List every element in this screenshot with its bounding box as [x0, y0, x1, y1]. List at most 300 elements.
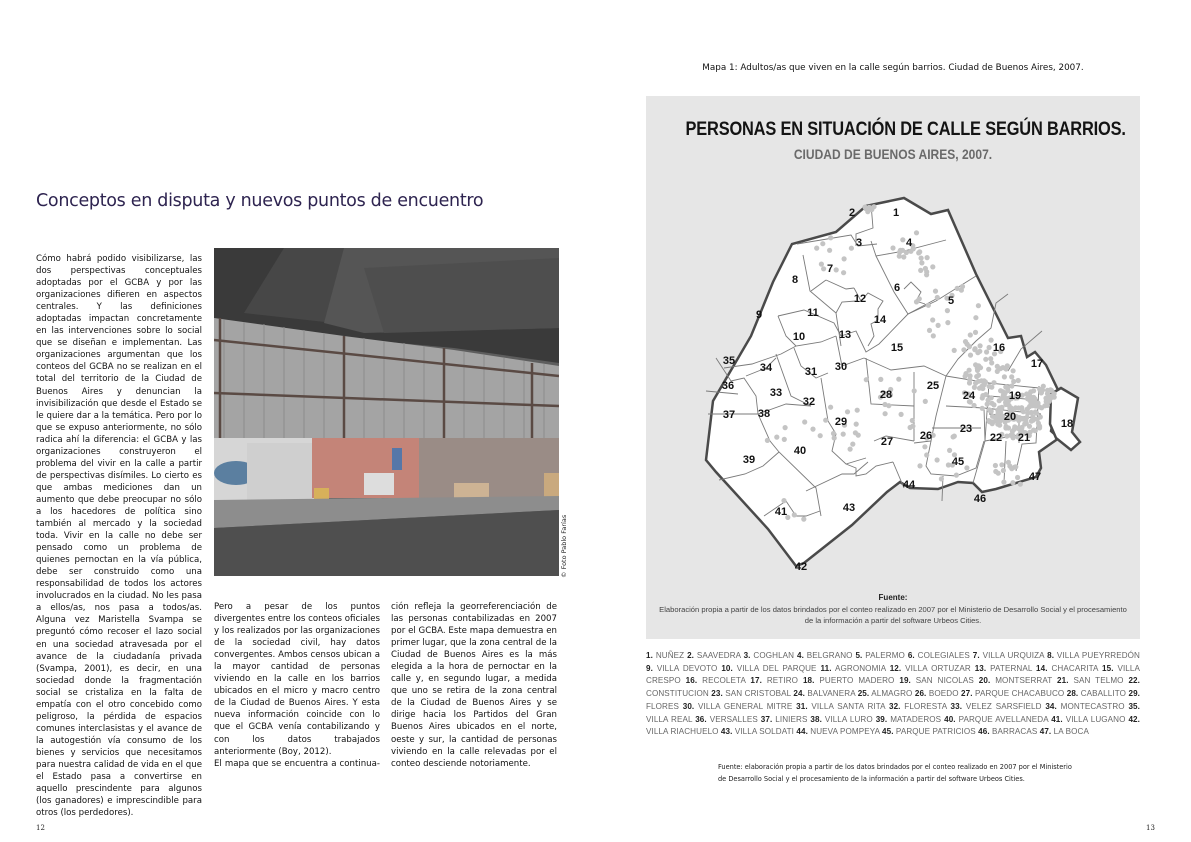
population-dot	[1039, 390, 1044, 395]
legend-item	[796, 702, 889, 711]
legend-number: 36.	[695, 714, 707, 724]
population-dot	[850, 442, 855, 447]
barrio-label: 30	[834, 361, 848, 373]
legend-name: BARRACAS	[989, 727, 1040, 737]
population-dot	[991, 380, 996, 385]
barrio-label: 3	[855, 237, 863, 249]
population-dot	[1001, 480, 1006, 485]
population-dot	[952, 348, 957, 353]
legend-name: RETIRO	[761, 676, 803, 686]
photo-illustration	[214, 248, 559, 576]
population-dot	[1018, 482, 1023, 487]
legend-item	[1051, 715, 1128, 724]
legend-name: PARQUE PATRICIOS	[893, 727, 979, 737]
legend-number: 7.	[972, 651, 980, 660]
barrio-label: 10	[792, 331, 806, 343]
legend-item	[855, 651, 907, 660]
barrio-label: 29	[834, 416, 848, 428]
legend-number: 35.	[1128, 701, 1140, 711]
legend-item	[1057, 676, 1128, 685]
legend-number: 13.	[974, 663, 987, 673]
legend-number: 9.	[646, 663, 653, 673]
legend-number: 33.	[950, 701, 963, 711]
barrio-label: 11	[807, 307, 819, 319]
population-dot	[976, 303, 981, 308]
population-dot	[820, 241, 825, 246]
legend-name: SAN TELMO	[1068, 676, 1129, 686]
legend-item	[889, 702, 951, 711]
legend-item	[975, 664, 1036, 673]
body-column-3	[391, 601, 557, 770]
population-dot	[1011, 368, 1016, 373]
legend-number: 15.	[1102, 663, 1114, 673]
legend-number: 42.	[1128, 714, 1140, 724]
source-note-line-1: Fuente: elaboración propia a partir de los datos brindados por el conteo realizado en 2007 por el Ministerio	[718, 763, 1072, 771]
population-dot	[961, 347, 966, 352]
legend-item	[978, 727, 1040, 736]
legend-number: 4.	[796, 651, 804, 660]
legend-name: VILLA DEVOTO	[652, 663, 722, 673]
legend-number: 2.	[687, 651, 695, 660]
population-dot	[964, 465, 969, 470]
population-dot	[828, 405, 833, 410]
population-dot	[980, 395, 985, 400]
legend-name: RECOLETA	[697, 676, 751, 686]
legend-item	[646, 664, 721, 673]
barrio-label: 16	[992, 342, 1006, 354]
population-dot	[1047, 398, 1052, 403]
barrio-label: 23	[959, 423, 973, 435]
population-dot	[924, 269, 929, 274]
barrio-label: 18	[1060, 418, 1074, 430]
legend-item	[899, 676, 978, 685]
population-dot	[899, 412, 904, 417]
barrio-legend	[646, 650, 1140, 739]
barrio-label: 28	[879, 389, 893, 401]
population-dot	[1002, 374, 1007, 379]
legend-item	[711, 689, 793, 698]
population-dot	[801, 517, 806, 522]
legend-number: 3.	[743, 651, 751, 660]
population-dot	[983, 357, 988, 362]
legend-name: ALMAGRO	[869, 689, 915, 699]
population-dot	[968, 332, 973, 337]
population-dot	[989, 401, 994, 406]
population-dot	[997, 423, 1002, 428]
legend-number: 34.	[1045, 701, 1057, 711]
population-dot	[998, 366, 1003, 371]
legend-number: 16.	[685, 676, 698, 686]
legend-name: VILLA SOLDATI	[732, 727, 797, 737]
legend-item	[687, 651, 744, 660]
legend-item	[820, 664, 889, 673]
legend-number: 21.	[1057, 676, 1069, 686]
barrio-label: 27	[880, 436, 894, 448]
legend-number: 14.	[1036, 663, 1048, 673]
population-dot	[988, 356, 993, 361]
population-dot	[774, 435, 779, 440]
legend-number: 12.	[889, 663, 902, 673]
barrio-label: 41	[774, 506, 788, 518]
population-dot	[1009, 466, 1014, 471]
legend-name: VILLA REAL	[646, 714, 696, 724]
population-dot	[1023, 418, 1028, 423]
legend-number: 39.	[875, 714, 888, 724]
legend-name: VERSALLES	[706, 714, 761, 724]
barrio-label: 19	[1008, 390, 1022, 402]
population-dot	[792, 512, 797, 517]
population-dot	[945, 308, 950, 313]
population-dot	[967, 344, 972, 349]
legend-item	[721, 727, 796, 736]
legend-name: NUÑEZ	[652, 651, 688, 660]
population-dot	[912, 388, 917, 393]
barrio-label: 24	[962, 390, 976, 402]
population-dot	[998, 388, 1003, 393]
legend-name: VILLA CRESPO	[646, 663, 1140, 686]
legend-item	[803, 676, 899, 685]
population-dot	[845, 409, 850, 414]
legend-name: PARQUE AVELLANEDA	[955, 714, 1052, 724]
population-dot	[848, 447, 853, 452]
legend-name: PALERMO	[862, 651, 908, 660]
population-dot	[963, 374, 968, 379]
legend-item	[951, 702, 1046, 711]
population-dot	[984, 349, 989, 354]
population-dot	[993, 418, 998, 423]
legend-item	[973, 651, 1047, 660]
legend-name: SAN CRISTOBAL	[722, 689, 794, 699]
legend-number: 10.	[721, 663, 733, 673]
barrio-label: 39	[742, 454, 756, 466]
barrio-label: 13	[838, 329, 852, 341]
population-dot	[945, 320, 950, 325]
legend-name: MONTSERRAT	[990, 676, 1058, 686]
legend-number: 11.	[820, 663, 832, 673]
population-dot	[985, 402, 990, 407]
legend-name: MATADEROS	[887, 714, 945, 724]
legend-item	[858, 689, 915, 698]
legend-item	[1047, 651, 1140, 660]
population-dot	[926, 303, 931, 308]
legend-item	[1067, 689, 1129, 698]
legend-number: 38.	[810, 714, 822, 724]
population-dot	[967, 380, 972, 385]
population-dot	[914, 230, 919, 235]
barrio-label: 45	[951, 456, 965, 468]
population-dot	[968, 373, 973, 378]
map-title: PERSONAS EN SITUACIÓN DE CALLE SEGÚN BARRIOS.	[685, 118, 1126, 140]
population-dot	[959, 288, 964, 293]
population-dot	[841, 270, 846, 275]
population-dot	[967, 368, 972, 373]
legend-number: 43.	[720, 727, 733, 737]
population-dot	[972, 403, 977, 408]
population-dot	[878, 377, 883, 382]
population-dot	[1011, 379, 1016, 384]
legend-number: 44.	[796, 727, 808, 737]
population-dot	[1045, 388, 1050, 393]
population-dot	[978, 343, 983, 348]
legend-number: 22.	[1128, 676, 1141, 686]
map-source-label: Fuente:	[878, 593, 908, 602]
population-dot	[951, 434, 956, 439]
barrio-label: 15	[890, 342, 904, 354]
legend-number: 26.	[914, 689, 927, 699]
population-dot	[781, 498, 786, 503]
legend-number: 8.	[1047, 651, 1055, 660]
legend-number: 46.	[978, 727, 990, 737]
barrio-label: 40	[793, 445, 807, 457]
barrio-label: 2	[848, 207, 856, 219]
population-dot	[924, 452, 929, 457]
population-dot	[1016, 378, 1021, 383]
population-dot	[810, 427, 815, 432]
map-caption: Mapa 1: Adultos/as que viven en la calle según barrios. Ciudad de Buenos Aires, 2007.	[702, 63, 1084, 73]
legend-number: 17.	[750, 676, 762, 686]
population-dot	[1011, 435, 1016, 440]
legend-number: 1.	[646, 651, 653, 660]
legend-name: LINIERS	[772, 714, 811, 724]
population-dot	[1012, 427, 1017, 432]
source-note	[718, 761, 1078, 785]
barrio-label: 46	[973, 493, 987, 505]
population-dot	[986, 418, 991, 423]
legend-name: VILLA URQUIZA	[979, 651, 1048, 660]
population-dot	[1001, 393, 1006, 398]
legend-name: AGRONOMIA	[831, 663, 890, 673]
legend-number: 25.	[857, 689, 870, 699]
legend-item	[721, 664, 820, 673]
population-dot	[853, 430, 858, 435]
legend-item	[761, 715, 811, 724]
population-dot	[819, 262, 824, 267]
population-dot	[783, 425, 788, 430]
population-dot	[997, 398, 1002, 403]
paragraph: El mapa que se encuentra a continua-	[214, 758, 380, 769]
population-dot	[849, 246, 854, 251]
barrio-label: 37	[722, 409, 736, 421]
population-dot	[995, 413, 1000, 418]
barrio-label: 20	[1003, 411, 1017, 423]
population-dot	[862, 205, 867, 210]
legend-name: PATERNAL	[986, 663, 1037, 673]
population-dot	[963, 339, 968, 344]
legend-number: 19.	[899, 676, 911, 686]
population-dot	[1003, 384, 1008, 389]
barrio-label: 21	[1017, 432, 1031, 444]
population-dot	[1033, 409, 1038, 414]
population-dot	[973, 330, 978, 335]
legend-name: VILLA RIACHUELO	[646, 727, 721, 737]
legend-item	[890, 664, 975, 673]
population-dot	[947, 448, 952, 453]
legend-item	[686, 676, 751, 685]
legend-name: VILLA LURO	[821, 714, 876, 724]
barrio-label: 5	[947, 295, 955, 307]
legend-name: BELGRANO	[803, 651, 856, 660]
population-dot	[999, 405, 1004, 410]
buenos-aires-map	[646, 96, 1140, 639]
population-dot	[993, 463, 998, 468]
population-dot	[883, 411, 888, 416]
population-dot	[855, 408, 860, 413]
legend-name: BOEDO	[926, 689, 962, 699]
legend-number: 18.	[802, 676, 815, 686]
legend-number: 6.	[907, 651, 915, 660]
population-dot	[923, 399, 928, 404]
population-dot	[990, 414, 995, 419]
population-dot	[987, 407, 992, 412]
population-dot	[832, 435, 837, 440]
legend-name: SAN NICOLAS	[910, 676, 979, 686]
population-dot	[818, 433, 823, 438]
population-dot	[933, 289, 938, 294]
legend-number: 41.	[1051, 714, 1063, 724]
section-title: Conceptos en disputa y nuevos puntos de encuentro	[36, 191, 484, 211]
legend-item	[646, 651, 687, 660]
population-dot	[1021, 409, 1026, 414]
legend-number: 5.	[855, 651, 863, 660]
legend-item	[797, 651, 855, 660]
map-subtitle: CIUDAD DE BUENOS AIRES, 2007.	[793, 146, 993, 162]
population-dot	[864, 377, 869, 382]
legend-number: 37.	[760, 714, 773, 724]
barrio-label: 26	[919, 430, 933, 442]
legend-number: 29.	[1128, 689, 1141, 699]
population-dot	[986, 367, 991, 372]
population-dot	[823, 418, 828, 423]
population-dot	[935, 457, 940, 462]
paragraph: ción refleja la georreferenciación de las personas contabilizadas en 2007 por el GCBA. Este mapa demuestra en primer lugar, que la zona central de la Ciudad de Buenos Aires es la más elegida a la hora de pernoctar en la calle y, en segundo lugar, a medida que uno se retira de la zona central de la Ciudad de Buenos Aires y se dirige hacia los Partidos del Gran Buenos Aires ubicados en el norte, oeste y sur, la cantidad de personas viviendo en la calle relevadas por el conteo desciende notoriamente.	[391, 602, 557, 769]
population-dot	[890, 245, 895, 250]
legend-name: FLORES	[646, 701, 683, 711]
legend-item	[744, 651, 797, 660]
barrio-label: 9	[755, 309, 763, 321]
population-dot	[1008, 405, 1013, 410]
legend-number: 45.	[882, 727, 894, 737]
barrio-label: 17	[1030, 358, 1044, 370]
legend-number: 47.	[1039, 727, 1052, 737]
population-dot	[882, 402, 887, 407]
map-source-text: Elaboración propia a partir de los datos brindados por el conteo realizado en 2007 por el Ministerio de Desarrollo Social y el procesamiento de la información a partir del software Urbeos Cities.	[659, 605, 1127, 625]
barrio-label: 31	[804, 366, 818, 378]
barrio-label: 7	[826, 263, 834, 275]
population-dot	[976, 373, 981, 378]
legend-number: 20.	[978, 676, 991, 686]
population-dot	[1010, 480, 1015, 485]
legend-name: COLEGIALES	[914, 651, 973, 660]
population-dot	[1004, 366, 1009, 371]
population-dot	[979, 378, 984, 383]
legend-number: 23.	[711, 689, 723, 699]
legend-number: 27.	[961, 689, 973, 699]
population-dot	[900, 237, 905, 242]
population-dot	[814, 246, 819, 251]
source-note-line-2: de Desarrollo Social y el procesamiento de la información a partir del software Urbeos Cities.	[718, 775, 1025, 783]
photo-people-under-highway	[214, 248, 559, 576]
population-dot	[987, 345, 992, 350]
population-dot	[939, 476, 944, 481]
population-dot	[919, 256, 924, 261]
population-dot	[782, 437, 787, 442]
barrio-label: 32	[802, 396, 816, 408]
population-dot	[821, 266, 826, 271]
legend-name: PUERTO MADERO	[814, 676, 900, 686]
legend-item	[1036, 664, 1102, 673]
population-dot	[917, 249, 922, 254]
legend-name: VILLA PUEYRREDÓN	[1054, 651, 1141, 660]
legend-item	[1045, 702, 1128, 711]
legend-name: VILLA GENERAL MITRE	[694, 701, 797, 711]
legend-number: 30.	[682, 701, 695, 711]
page-number-right: 13	[1146, 824, 1155, 832]
legend-item	[915, 689, 961, 698]
population-dot	[918, 268, 923, 273]
population-dot	[973, 315, 978, 320]
population-dot	[930, 264, 935, 269]
population-dot	[1045, 403, 1050, 408]
paragraph: Pero a pesar de los puntos divergentes entre los conteos oficiales y los realizados por las organizaciones de la sociedad civil, hay datos convergentes. Ambos censos ubican a la mayor cantidad de personas viviendo en la calle en los barrios ubicados en el micro y macro centro de la Ciudad de Buenos Aires. Y esta nueva información coincide con lo que el GCBA venía contabilizando y con los datos trabajados anteriormente (Boy, 2012).	[214, 602, 380, 757]
population-dot	[1027, 424, 1032, 429]
legend-item	[944, 715, 1051, 724]
map-figure	[646, 96, 1140, 639]
population-dot	[1003, 425, 1008, 430]
population-dot	[1033, 428, 1038, 433]
population-dot	[1030, 417, 1035, 422]
population-dot	[989, 395, 994, 400]
legend-number: 32.	[888, 701, 901, 711]
barrio-label: 4	[905, 237, 913, 249]
population-dot	[979, 384, 984, 389]
legend-name: VILLA DEL PARQUE	[732, 663, 821, 673]
population-dot	[897, 254, 902, 259]
population-dot	[865, 209, 870, 214]
legend-item	[979, 676, 1057, 685]
population-dot	[968, 353, 973, 358]
barrio-label: 22	[989, 432, 1003, 444]
population-dot	[908, 425, 913, 430]
legend-item	[961, 689, 1067, 698]
barrio-label: 25	[926, 380, 940, 392]
barrio-label: 47	[1028, 471, 1042, 483]
barrio-label: 12	[853, 293, 867, 305]
population-dot	[936, 323, 941, 328]
legend-name: BALVANERA	[804, 689, 858, 699]
legend-number: 40.	[944, 714, 956, 724]
legend-name: MONTECASTRO	[1056, 701, 1129, 711]
legend-item	[882, 727, 978, 736]
population-dot	[999, 462, 1004, 467]
population-dot	[1009, 374, 1014, 379]
population-dot	[917, 463, 922, 468]
legend-item	[908, 651, 973, 660]
photo-credit: © Foto Pablo Farías	[560, 514, 568, 578]
body-column-1	[36, 253, 202, 819]
body-column-2	[214, 601, 380, 770]
legend-name: LA BOCA	[1051, 727, 1089, 737]
population-dot	[927, 328, 932, 333]
population-dot	[834, 267, 839, 272]
barrio-label: 43	[842, 502, 856, 514]
legend-name: SAAVEDRA	[694, 651, 744, 660]
population-dot	[842, 256, 847, 261]
city-outline	[706, 198, 1059, 566]
legend-item	[695, 715, 761, 724]
barrio-label: 33	[769, 387, 783, 399]
legend-item	[750, 676, 803, 685]
population-dot	[765, 438, 770, 443]
